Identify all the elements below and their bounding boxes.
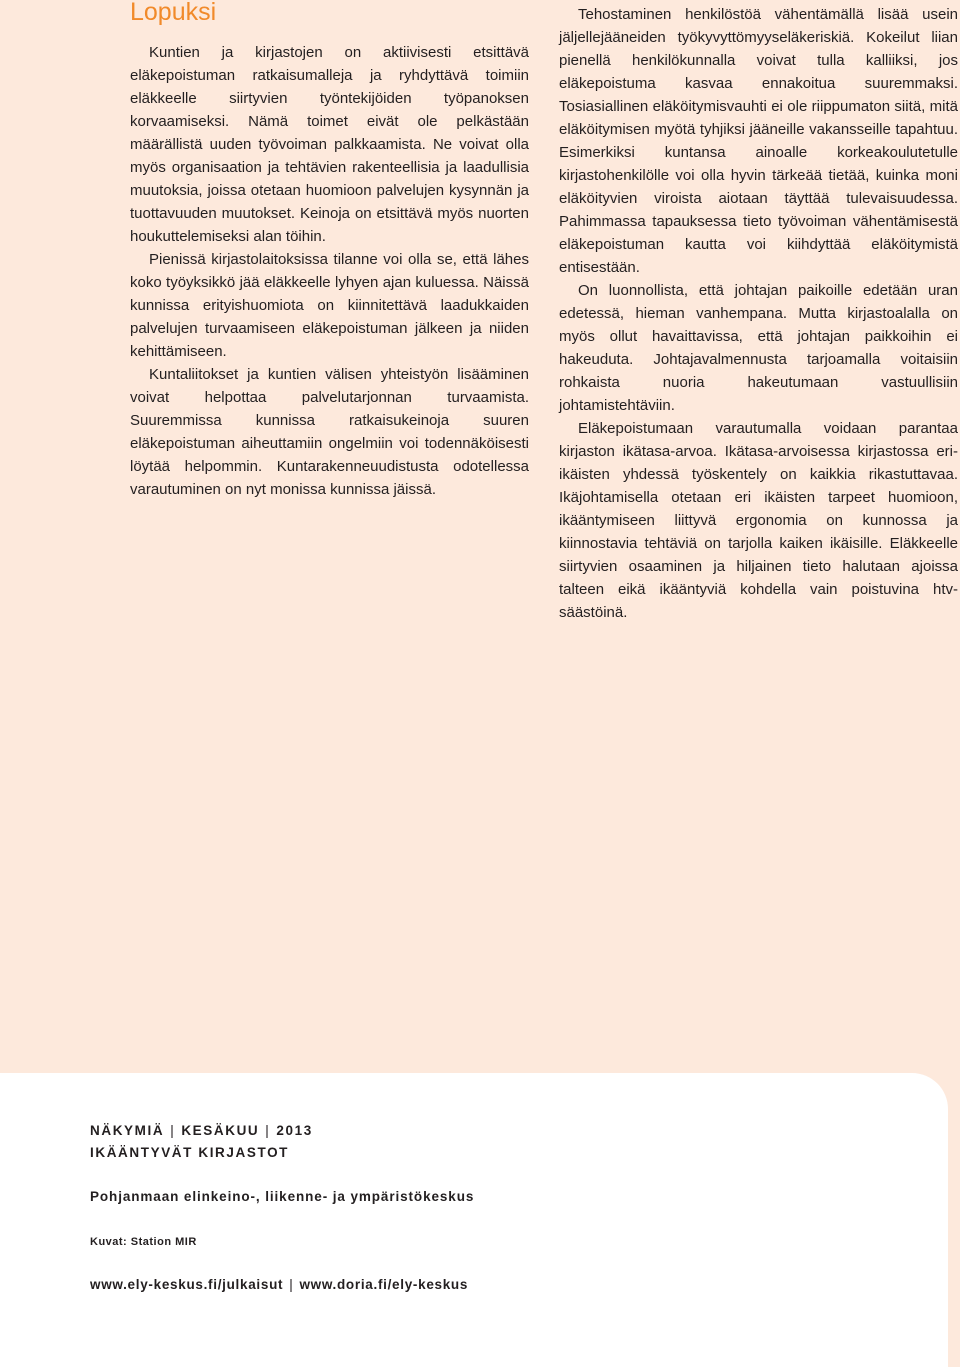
publication-year: 2013 <box>276 1123 313 1138</box>
publication-line <box>90 1123 313 1138</box>
paragraph: Eläkepoistumaan varautumalla voidaan parantaa kirjaston ikätasa-arvoa. Ikätasa-arvoisessa kirjastossa eri-ikäisten yhdessä työskentely on kaikkia rikastuttavaa. Ikäjohtamisella otetaan eri ikäisten tarpeet huomioon, ikääntymiseen liittyvä ergonomia on kunnossa ja kiinnostavia tehtäviä on tarjolla kaiken ikäisille. Eläkkeelle siirtyvien osaaminen ja hiljainen tieto halutaan ajoissa talteen eikä ikääntyviä kohdella vain poistuvina htv-säästöinä. <box>559 420 958 621</box>
footer-panel <box>0 1073 948 1367</box>
paragraph: Kuntaliitokset ja kuntien välisen yhteistyön lisääminen voivat helpottaa palvelutarjonnan turvaamista. Suuremmissa kunnissa ratkaisukeinoja suuren eläkepoistuman aiheuttamiin ongelmiin voi todennäköisesti löytää helpommin. Kuntarakenneuudistusta odotellessa varautuminen on nyt monissa kunnissa jäissä. <box>130 366 529 498</box>
paragraph: On luonnollista, että johtajan paikoille edetään uran edetessä, hieman vanhempana. Mutta kirjastoalalla on myös ollut havaittavissa, että johtajan paikkoihin ei hakeuduta. Johtajavalmennusta tarjoamalla voitaisiin rohkaista nuoria hakeutumaan vastuullisiin johtamistehtäviin. <box>559 282 958 414</box>
publication-month: KESÄKUU <box>181 1123 260 1138</box>
link-doria[interactable]: www.doria.fi/ely-keskus <box>299 1277 469 1292</box>
paragraph: Pienissä kirjastolaitoksissa tilanne voi olla se, että lähes koko työyksikkö jää eläkkeelle lyhyen ajan kuluessa. Näissä kunnissa erityishuomiota on kiinnitettävä laadukkaiden palvelujen turvaamiseen eläkepoistuman jälkeen ja niiden kehittämiseen. <box>130 251 529 360</box>
publication-name: NÄKYMIÄ <box>90 1123 165 1138</box>
series-title: IKÄÄNTYVÄT KIRJASTOT <box>90 1145 290 1160</box>
right-column <box>559 3 958 624</box>
organization-name: Pohjanmaan elinkeino-, liikenne- ja ympäristökeskus <box>90 1189 475 1204</box>
link-julkaisut[interactable]: www.ely-keskus.fi/julkaisut <box>90 1277 284 1292</box>
separator: | <box>170 1123 176 1138</box>
separator: | <box>265 1123 271 1138</box>
links-line <box>90 1277 468 1292</box>
section-heading: Lopuksi <box>130 0 217 26</box>
separator: | <box>289 1277 294 1292</box>
paragraph: Kuntien ja kirjastojen on aktiivisesti etsittävä eläkepoistuman ratkaisumalleja ja ryhdyttävä toimiin eläkkeelle siirtyvien työntekijöiden työpanoksen korvaamiseksi. Nämä toimet eivät ole pelkästään määrällistä uuden työvoiman palkkaamista. Ne voivat olla myös organisaation ja tehtävien rakenteellisia ja laadullisia muutoksia, joissa otetaan huomioon palvelujen kysynnän ja tuottavuuden muutokset. Keinoja on etsittävä myös nuorten houkuttelemiseksi alan töihin. <box>130 44 529 245</box>
paragraph: Tehostaminen henkilöstöä vähentämällä lisää usein jäljellejääneiden työkyvyttömyyseläkeriskiä. Kokeilut liian pienellä henkilökunnalla voivat tulla kalliiksi, jos eläkepoistuma kasvaa ennakoitua suuremmaksi. Tosiasiallinen eläköitymisvauhti ei ole riippumaton siitä, mitä eläköitymisen myötä tyhjiksi jääneille vakansseille tapahtuu. Esimerkiksi kuntansa ainoalle korkeakoulutetulle kirjastohenkilölle voi olla hyvin tärkeää tietää, kuinka moni eläköityvien viroista aiotaan täyttää tulevaisuudessa. Pahimmassa tapauksessa tieto työvoiman vähentämisestä eläkepoistuman kautta voi kiihdyttää eläköitymistä entisestään. <box>559 6 958 276</box>
left-column <box>130 0 529 501</box>
photo-credit: Kuvat: Station MIR <box>90 1236 197 1248</box>
